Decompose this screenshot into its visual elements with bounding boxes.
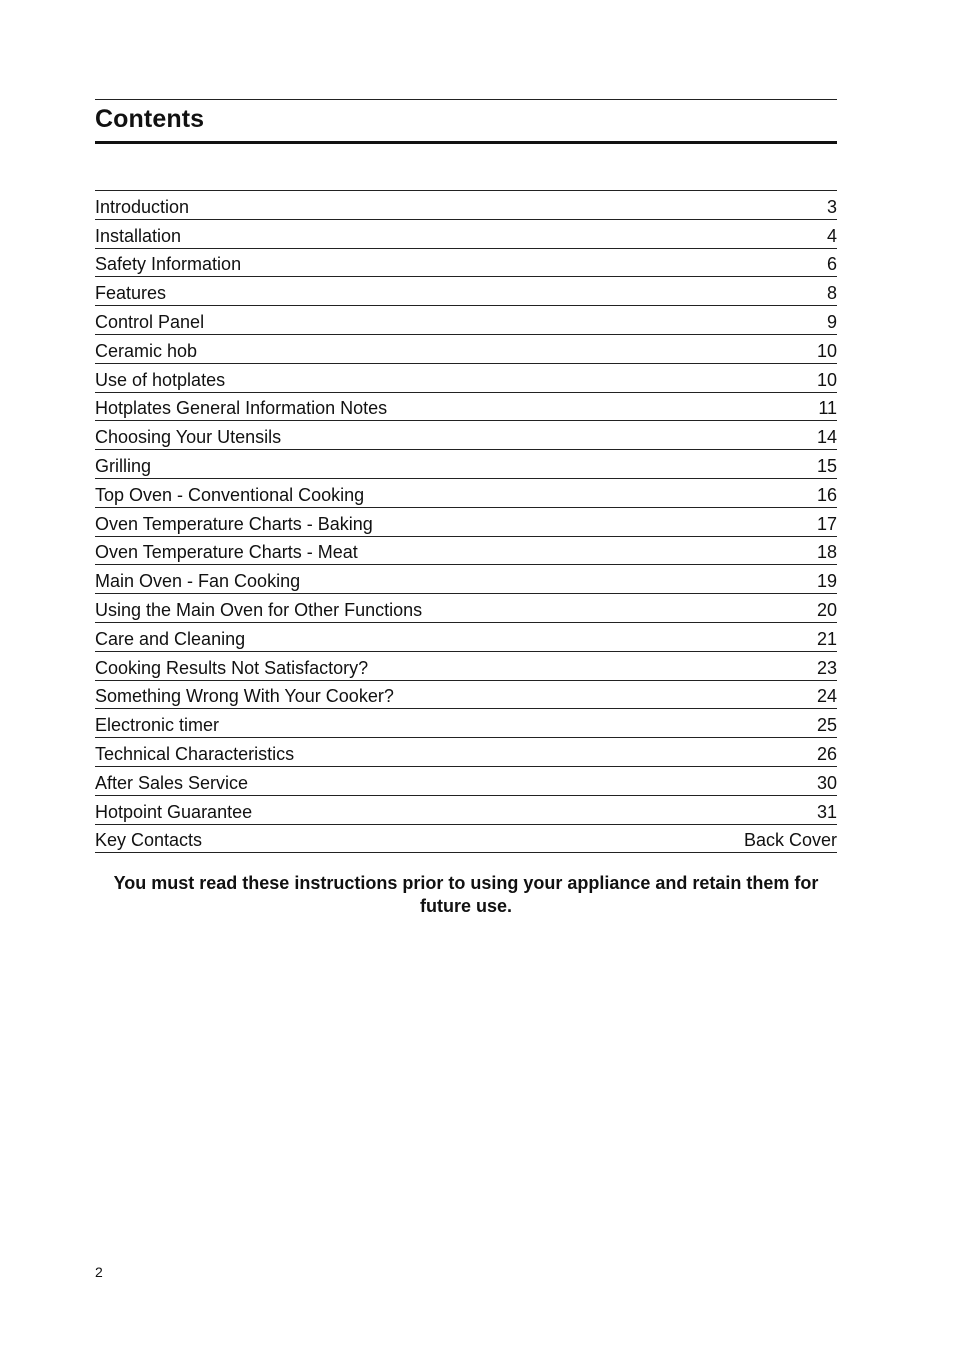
toc-entry-page: 8 bbox=[826, 283, 837, 304]
toc-entry-label: Features bbox=[95, 283, 167, 304]
toc-entry-page: 25 bbox=[816, 715, 837, 736]
toc-entry-label: Grilling bbox=[95, 455, 152, 476]
toc-entry-page: 19 bbox=[816, 571, 837, 592]
toc-entry-label: Top Oven - Conventional Cooking bbox=[95, 484, 365, 505]
toc-entry-page: 9 bbox=[826, 311, 837, 332]
toc-entry-label: Choosing Your Utensils bbox=[95, 427, 282, 448]
toc-row bbox=[95, 652, 837, 681]
toc-entry-page: 21 bbox=[816, 628, 837, 649]
toc-row bbox=[95, 249, 837, 278]
toc-entry-page: Back Cover bbox=[743, 830, 837, 851]
toc-row bbox=[95, 220, 837, 249]
toc-entry-label: Oven Temperature Charts - Baking bbox=[95, 513, 373, 534]
toc-row bbox=[95, 508, 837, 537]
contents-page bbox=[95, 99, 837, 918]
toc-row bbox=[95, 565, 837, 594]
toc-entry-page: 20 bbox=[816, 599, 837, 620]
toc-entry-label: Care and Cleaning bbox=[95, 628, 246, 649]
toc-entry-label: Use of hotplates bbox=[95, 369, 226, 390]
toc-entry-page: 30 bbox=[816, 772, 837, 793]
toc-entry-page: 4 bbox=[826, 225, 837, 246]
toc-row bbox=[95, 767, 837, 796]
toc-row bbox=[95, 306, 837, 335]
toc-entry-page: 31 bbox=[816, 801, 837, 822]
toc-entry-label: Cooking Results Not Satisfactory? bbox=[95, 657, 369, 678]
read-instructions-notice: You must read these instructions prior to using your appliance and retain them for future use. bbox=[113, 873, 819, 917]
toc-entry-page: 11 bbox=[818, 398, 837, 419]
toc-entry-page: 17 bbox=[816, 513, 837, 534]
toc-entry-page: 15 bbox=[816, 455, 837, 476]
toc-entry-page: 3 bbox=[826, 196, 837, 217]
toc-entry-label: Key Contacts bbox=[95, 830, 203, 851]
toc-row bbox=[95, 450, 837, 479]
toc-row bbox=[95, 479, 837, 508]
toc-row bbox=[95, 738, 837, 767]
toc-row bbox=[95, 594, 837, 623]
toc-row bbox=[95, 709, 837, 738]
toc-entry-label: Safety Information bbox=[95, 254, 242, 275]
page-title: Contents bbox=[95, 105, 205, 133]
toc-entry-label: Oven Temperature Charts - Meat bbox=[95, 542, 358, 563]
toc-row bbox=[95, 277, 837, 306]
toc-entry-label: Installation bbox=[95, 225, 182, 246]
toc-row bbox=[95, 335, 837, 364]
toc-entry-label: Introduction bbox=[95, 196, 190, 217]
toc-entry-label: Something Wrong With Your Cooker? bbox=[95, 686, 394, 707]
toc-row bbox=[95, 364, 837, 393]
toc-entry-label: Main Oven - Fan Cooking bbox=[95, 571, 301, 592]
title-block bbox=[95, 99, 837, 144]
toc-entry-label: Using the Main Oven for Other Functions bbox=[95, 599, 423, 620]
toc-entry-page: 6 bbox=[826, 254, 837, 275]
toc-entry-label: After Sales Service bbox=[95, 772, 249, 793]
toc-entry-page: 10 bbox=[816, 369, 837, 390]
toc-entry-label: Hotpoint Guarantee bbox=[95, 801, 253, 822]
toc-entry-label: Control Panel bbox=[95, 311, 205, 332]
toc-row bbox=[95, 421, 837, 450]
toc-row bbox=[95, 623, 837, 652]
toc-entry-page: 18 bbox=[816, 542, 837, 563]
toc-row bbox=[95, 825, 837, 854]
page-number: 2 bbox=[95, 1264, 103, 1280]
toc-entry-label: Ceramic hob bbox=[95, 340, 198, 361]
toc-entry-page: 16 bbox=[816, 484, 837, 505]
toc-row bbox=[95, 796, 837, 825]
toc-entry-page: 24 bbox=[816, 686, 837, 707]
toc-row bbox=[95, 681, 837, 710]
toc-row bbox=[95, 393, 837, 422]
toc-entry-page: 14 bbox=[816, 427, 837, 448]
toc-entry-label: Technical Characteristics bbox=[95, 743, 295, 764]
toc-row bbox=[95, 537, 837, 566]
toc-entry-label: Electronic timer bbox=[95, 715, 220, 736]
toc-entry-page: 10 bbox=[816, 340, 837, 361]
toc-row bbox=[95, 191, 837, 220]
toc-entry-page: 26 bbox=[816, 743, 837, 764]
toc-entry-label: Hotplates General Information Notes bbox=[95, 398, 388, 419]
toc-entry-page: 23 bbox=[816, 657, 837, 678]
table-of-contents bbox=[95, 190, 837, 853]
